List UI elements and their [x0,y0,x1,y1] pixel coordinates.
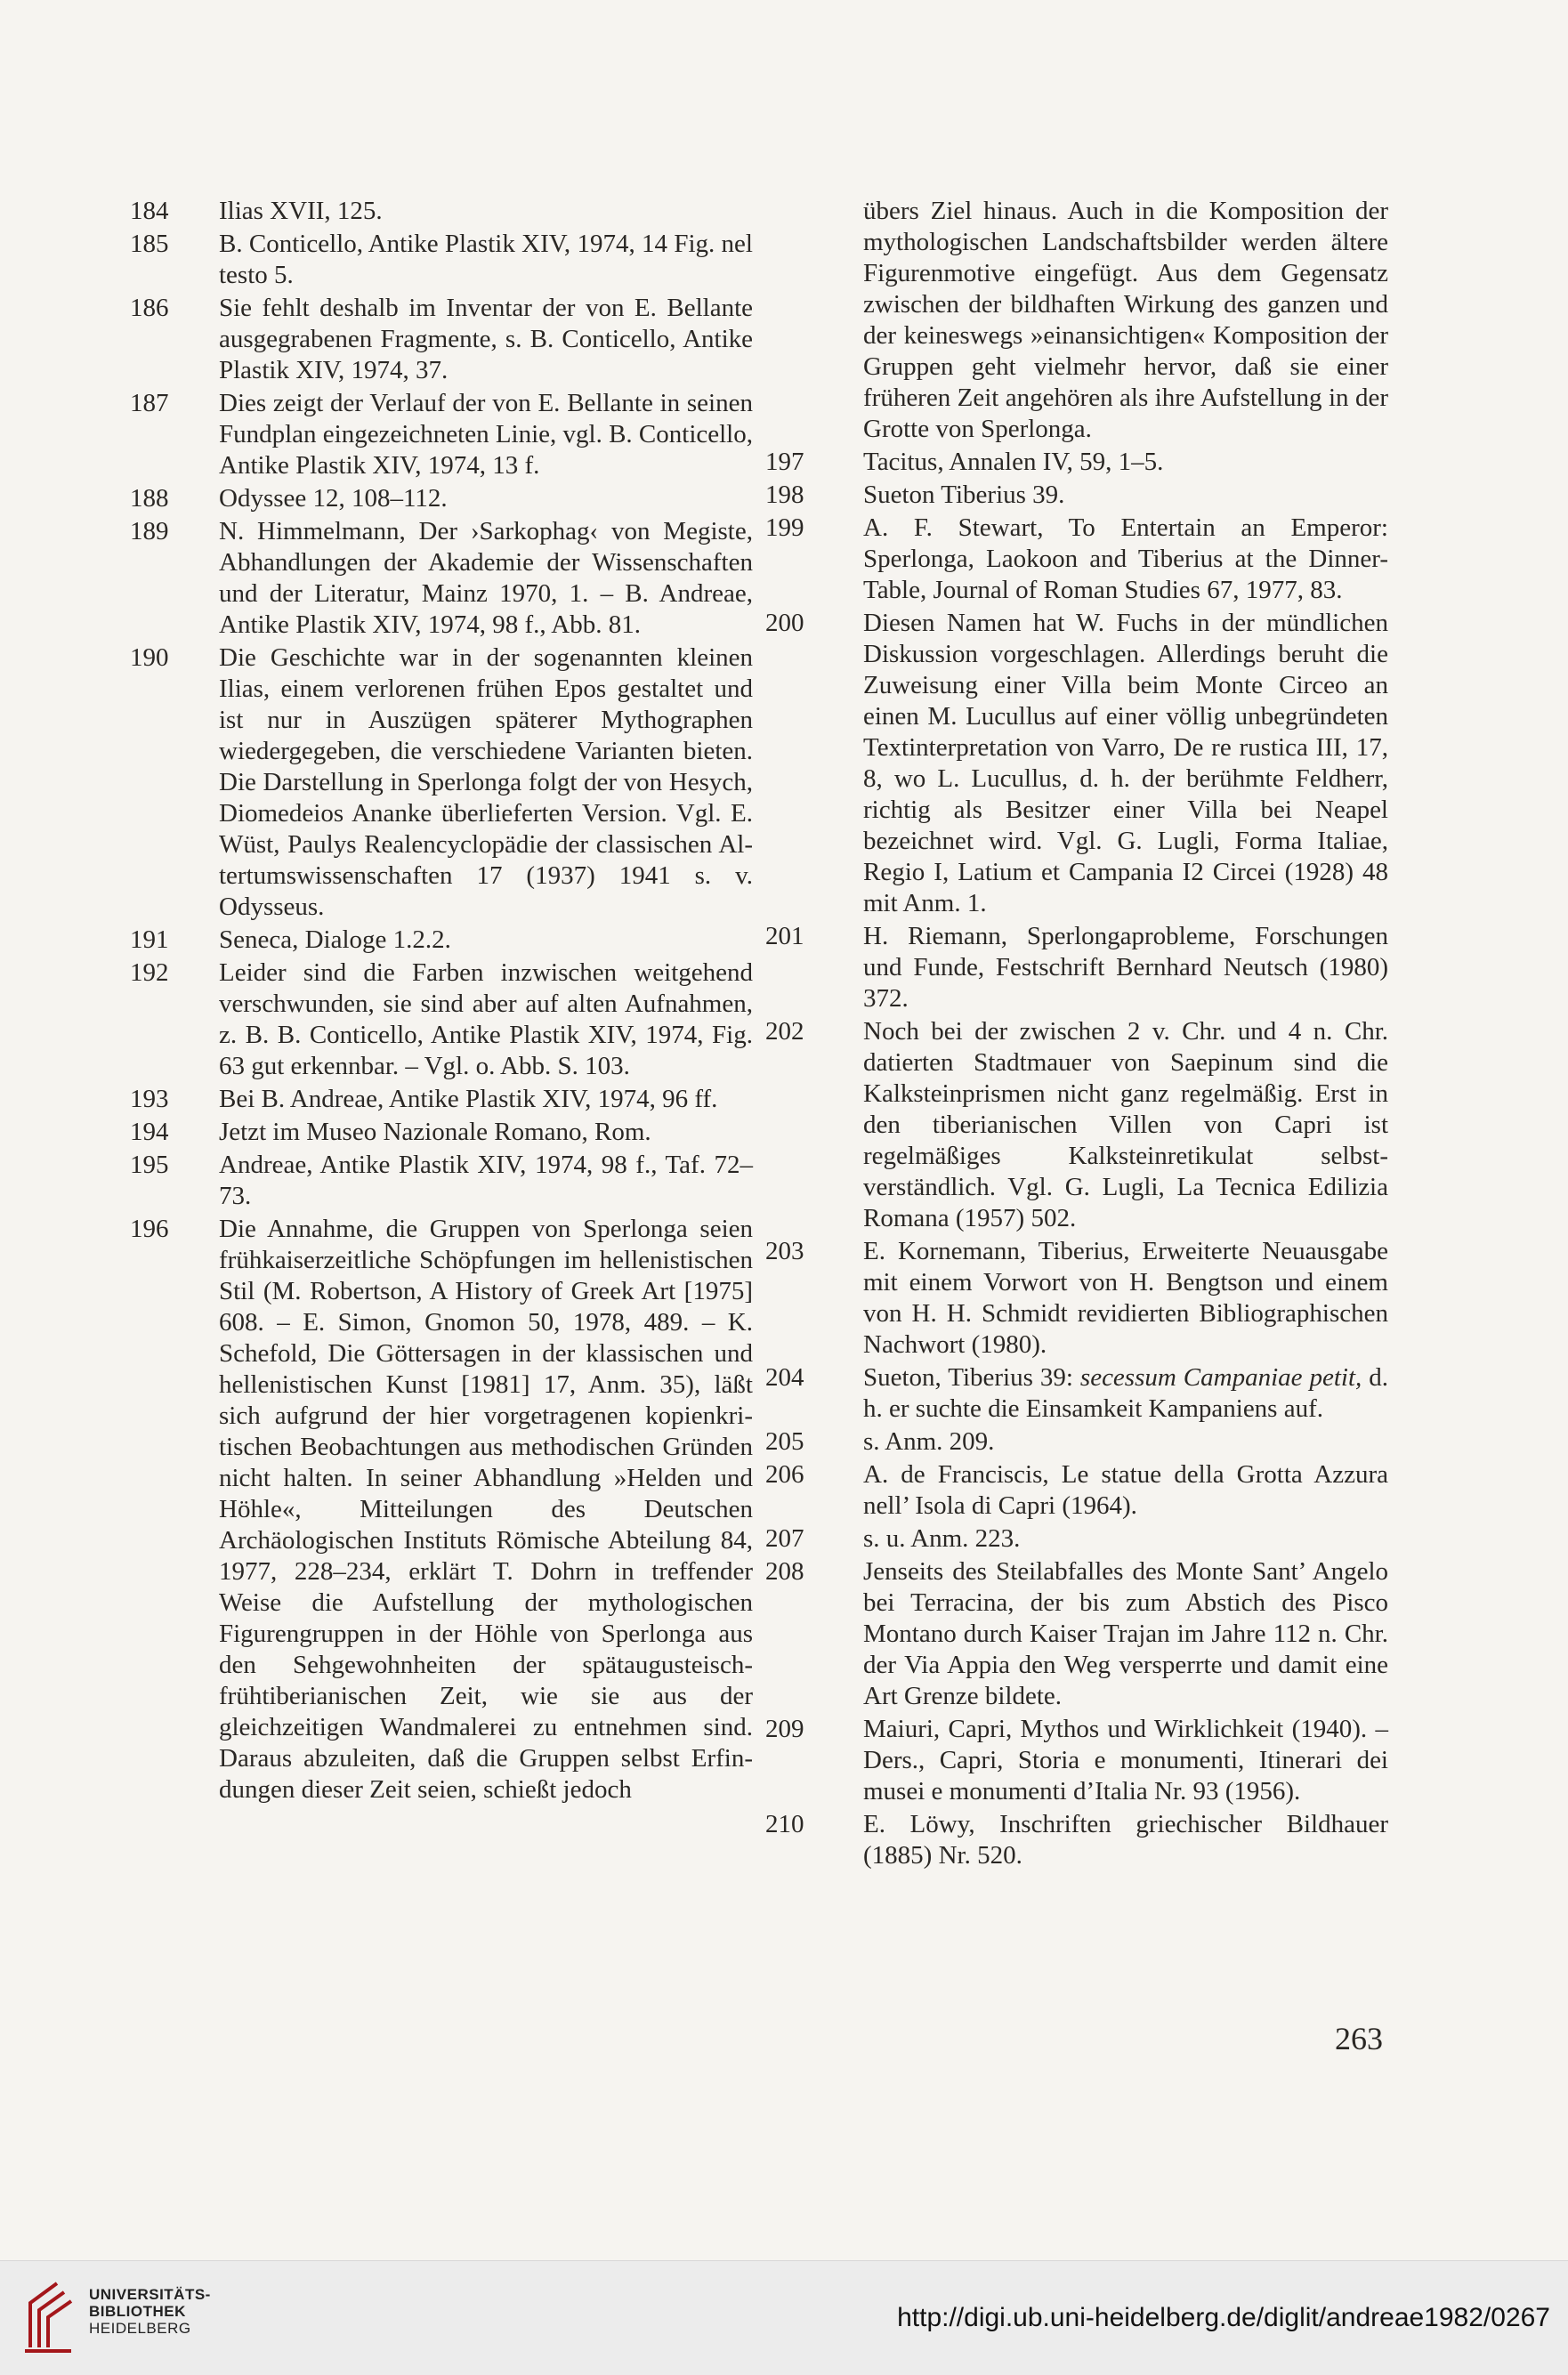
footnote-text: Bei B. Andreae, Antike Plastik XIV, 1974, 96 ff. [219,1085,718,1113]
footnote-number: 197 [765,448,804,476]
footnote-text: Die Annahme, die Gruppen von Sperlonga seien frühkaiserzeitliche Schöpfungen im hellenistischen Stil (M. Robertson, A History of Greek Art [1975] 608. – E. Simon, Gnomon 50, 1978, 489. – K. Schefold, Die Göttersagen in der klassischen und hellenistischen Kunst [1981] 17, Anm. 35), läßt sich aufgrund der hier vorgetragenen kopienkritischen Beobachtungen aus methodischen Gründen nicht halten. In seiner Abhandlung »Helden und Höhle«, Mitteilungen des Deutschen Archäologischen Instituts Römische Abteilung 84, 1977, 228–234, erklärt T. Dohrn in treffender Weise die Aufstellung der mythologischen Figurengruppen in der Höhle von Sperlonga aus den Sehgewohnheiten der spätaugusteisch-frühtiberianischen Zeit, wie sie aus der gleichzeitigen Wandmalerei zu entnehmen sind. Daraus abzuleiten, daß die Gruppen selbst Erfindungen dieser Zeit seien, schießt jedoch [219,1215,753,1804]
footnote-number: 196 [130,1215,169,1243]
footnote [765,1362,1388,1425]
footnote [765,1459,1388,1522]
footnote [130,516,753,641]
footnote-number: 199 [765,513,804,542]
footnote-text: s. u. Anm. 223. [863,1524,1021,1553]
footnote [130,229,753,291]
footnote-number: 193 [130,1085,169,1113]
library-name-line: HEIDELBERG [89,2320,191,2337]
footnote [765,1236,1388,1361]
library-name-line: UNIVERSITÄTS- [89,2286,211,2303]
footnote-number: 190 [130,643,169,672]
footnote-text: B. Conticello, Antike Plastik XIV, 1974, 14 Fig. nel testo 5. [219,230,753,289]
footnote-text: Jenseits des Steilabfalles des Monte Sant’ Angelo bei Terracina, der bis zum Abstich des Pisco Montano durch Kaiser Trajan im Jahre 112 n. Chr. der Via Appia den Weg versperrte und damit eine Art Grenze bildete. [863,1557,1388,1710]
footnote-number: 186 [130,294,169,322]
footnote-text-part: Sueton, Tiberius 39: [863,1363,1080,1392]
footnote-number: 187 [130,389,169,417]
footnote-number: 191 [130,925,169,954]
footnote-text: Tacitus, Annalen IV, 59, 1–5. [863,448,1164,476]
footnote-number: 204 [765,1363,804,1392]
footnote-number: 205 [765,1427,804,1456]
footnote-continuation [765,196,1388,445]
footnote-number: 195 [130,1151,169,1179]
footnote-text: Diesen Namen hat W. Fuchs in der mündlichen Diskussion vorgeschlagen. Allerdings beruht die Zuweisung einer Villa beim Monte Circeo an einen M. Lucullus auf einer völlig unbegründeten Textinterpretation von Varro, De re rustica III, 17, 8, wo L. Lucullus, d. h. der berühmte Feldherr, richtig als Besitzer einer Villa bei Neapel bezeichnet wird. Vgl. G. Lugli, Forma Italiae, Regio I, Latium et Campania I2 Circei (1928) 48 mit Anm. 1. [863,609,1388,917]
footnote-text [863,1362,1388,1425]
footnote-number: 208 [765,1557,804,1586]
footnote-text: A. F. Stewart, To Entertain an Emperor: Sperlonga, Laokoon and Tiberius at the Dinner-Table, Journal of Roman Studies 67, 1977, 83. [863,513,1388,604]
footnote [765,921,1388,1014]
footnote-text: übers Ziel hinaus. Auch in die Komposition der mythologischen Landschaftsbilder werden ältere Figurenmotive eingefügt. Aus dem Gegensatz zwischen der bildhaften Wirkung des ganzen und der keineswegs »einansichtigen« Komposition der Gruppen geht vielmehr hervor, daß sie einer früheren Zeit angehören als ihre Aufstellung in der Grotte von Sperlonga. [863,197,1388,443]
footnote [130,293,753,386]
footnote [130,1150,753,1212]
footnote-text: Noch bei der zwischen 2 v. Chr. und 4 n. Chr. datierten Stadtmauer von Saepinum sind die Kalksteinprismen nicht ganz regelmäßig. Erst in den tiberianischen Villen von Capri ist regelmäßiges Kalksteinretikulat selbstverständlich. Vgl. G. Lugli, La Tecnica Edilizia Romana (1957) 502. [863,1017,1388,1232]
library-name-line: BIBLIOTHEK [89,2303,186,2320]
footnote [765,1714,1388,1807]
footnotes-right-column [765,196,1388,1873]
footnote-text: H. Riemann, Sperlongaprobleme, Forschungen und Funde, Festschrift Bernhard Neutsch (1980) 372. [863,922,1388,1013]
footnote [130,483,753,514]
footnote-number: 200 [765,609,804,637]
footnote-text: Andreae, Antike Plastik XIV, 1974, 98 f., Taf. 72–73. [219,1151,753,1210]
footnote-number: 189 [130,517,169,545]
footnote-text: N. Himmelmann, Der ›Sarkophag‹ von Megiste, Abhandlungen der Akademie der Wissenschaften und der Literatur, Mainz 1970, 1. – B. Andreae, Antike Plastik XIV, 1974, 98 f., Abb. 81. [219,517,753,639]
footnote-number: 188 [130,484,169,513]
footnote [130,1214,753,1805]
footnote [765,1556,1388,1712]
footnote-text: Ilias XVII, 125. [219,197,383,225]
footnote-number: 198 [765,481,804,509]
footnote-number: 201 [765,922,804,950]
library-name [89,2286,211,2337]
footnote [765,608,1388,919]
footnote-number: 192 [130,958,169,987]
footnote-number: 207 [765,1524,804,1553]
footnote-text: Seneca, Dialoge 1.2.2. [219,925,451,954]
footnote [130,1117,753,1148]
footnote-text: Maiuri, Capri, Mythos und Wirklichkeit (1940). – Ders., Capri, Storia e monumenti, Itinerari dei musei e monumenti d’Italia Nr. 93 (1956). [863,1715,1388,1805]
footnote [765,513,1388,606]
footnote-text: Leider sind die Farben inzwischen weitgehend verschwunden, sie sind aber auf alten Aufnahmen, z. B. B. Conticello, Antike Plastik XIV, 1974, Fig. 63 gut erkennbar. – Vgl. o. Abb. S. 103. [219,958,753,1080]
permalink-url[interactable]: http://digi.ub.uni-heidelberg.de/diglit/andreae1982/0267 [897,2303,1550,2332]
footnote [765,1523,1388,1555]
footnote-text: E. Löwy, Inschriften griechischer Bildhauer (1885) Nr. 520. [863,1810,1388,1870]
footnote [130,1084,753,1115]
footnote [765,1809,1388,1871]
footnote-text-part: d. h. er suchte die Einsamkeit Kampaniens auf. [863,1363,1389,1423]
footnote [130,957,753,1082]
footnote [765,480,1388,511]
footnote-number: 203 [765,1237,804,1265]
footnote [765,1426,1388,1458]
page-number: 263 [1335,2021,1383,2056]
footnote [765,447,1388,478]
footnote [130,925,753,956]
footnote-text: Jetzt im Museo Nazionale Romano, Rom. [219,1118,651,1146]
footnote-number: 185 [130,230,169,258]
footnote-text: Die Geschichte war in der sogenannten kleinen Ilias, einem verlorenen frühen Epos gestaltet und ist nur in Auszügen späterer Mythographen wiedergegeben, die verschiedene Varianten bieten. Die Darstellung in Sperlonga folgt der von Hesych, Diomedeios Ananke überlieferten Version. Vgl. E. Wüst, Paulys Realencyclopädie der classischen Altertumswissenschaften 17 (1937) 1941 s. v. Odysseus. [219,643,753,921]
library-logo-icon [18,2276,80,2356]
footnote-text: s. Anm. 209. [863,1427,995,1456]
footnote-text: A. de Franciscis, Le statue della Grotta Azzura nell’ Isola di Capri (1964). [863,1460,1388,1520]
footnote-text: Sie fehlt deshalb im Inventar der von E. Bellante ausgegrabenen Fragmente, s. B. Conticello, Antike Plastik XIV, 1974, 37. [219,294,753,384]
footnote [130,196,753,227]
footnote-text: Dies zeigt der Verlauf der von E. Bellante in seinen Fundplan eingezeichneten Linie, vgl. B. Conticello, Antike Plastik XIV, 1974, 13 f. [219,389,753,480]
footnote-text: Sueton Tiberius 39. [863,481,1065,509]
footnote-quote-italic: secessum Campaniae petit, [1079,1363,1362,1392]
footnote [765,1016,1388,1234]
footnote-text: Odyssee 12, 108–112. [219,484,448,513]
footnote-number: 209 [765,1715,804,1743]
footnote-number: 206 [765,1460,804,1489]
footnote [130,388,753,481]
footnote-number: 194 [130,1118,169,1146]
footnotes-left-column [130,196,753,1807]
footnote [130,642,753,923]
footnote-number: 184 [130,197,169,225]
footnote-text: E. Kornemann, Tiberius, Erweiterte Neuausgabe mit einem Vorwort von H. Bengtson und einem von H. H. Schmidt revidierten Bibliographischen Nachwort (1980). [863,1237,1388,1359]
footnote-number: 210 [765,1810,804,1838]
footnote-number: 202 [765,1017,804,1046]
